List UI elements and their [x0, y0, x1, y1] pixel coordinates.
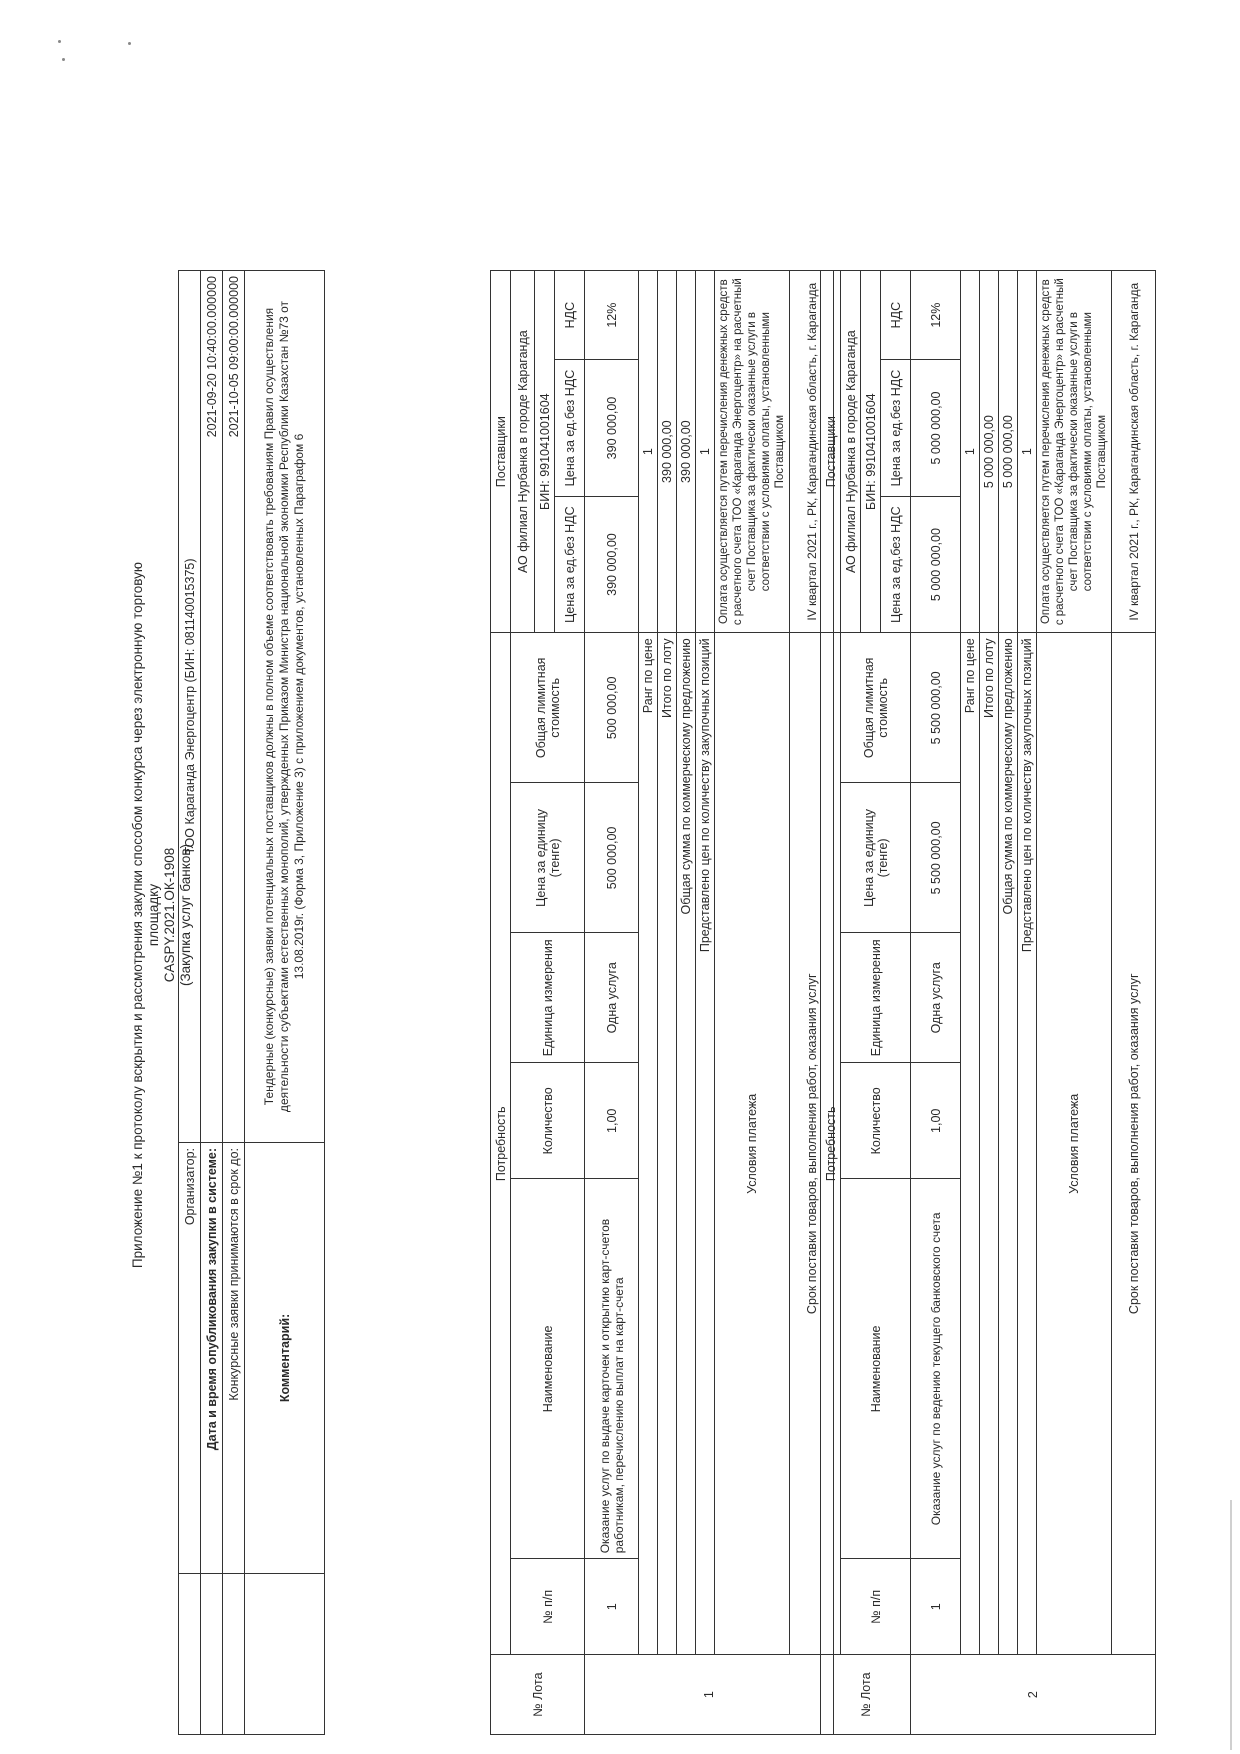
accepted-label: Конкурсные заявки принимаются в срок до: — [223, 1143, 245, 1574]
lot-1-table — [490, 270, 834, 1735]
supplier-bin: БИН: 991041001604 — [535, 271, 555, 633]
total-commercial-label: Общая сумма по коммерческому предложению — [999, 633, 1018, 1655]
price-no-vat-header-1: Цена за ед.без НДС — [555, 496, 585, 633]
published-value: 2021-09-20 10:40:00.000000 — [201, 271, 223, 1143]
price-no-vat-value-2: 390 000,00 — [585, 360, 639, 497]
item-no-header: № п/п — [841, 1559, 911, 1655]
rank-label: Ранг по цене — [961, 633, 980, 1655]
organizer-value: ТОО Караганда Энергоцентр (БИН: 081140015375) — [179, 271, 201, 1143]
price-no-vat-value-1: 5 000 000,00 — [911, 496, 961, 633]
scan-speck — [58, 40, 61, 43]
organizer-label: Организатор: — [179, 1143, 201, 1574]
rotated-landscape-document — [120, 235, 1140, 1735]
scan-speck — [128, 42, 131, 45]
total-limit-header: Общая лимитная стоимость — [841, 633, 911, 783]
spacer-cell — [179, 1574, 201, 1735]
lot-no-header: № Лота — [821, 1655, 911, 1735]
prices-count-value: 1 — [1018, 271, 1037, 633]
unit-value: Одна услуга — [911, 933, 961, 1063]
header-line-1: Приложение №1 к протоколу вскрытия и рассмотрения закупки способом конкурса через электронную торговую площадку — [130, 561, 161, 1269]
item-no-value: 1 — [911, 1559, 961, 1655]
rank-value: 1 — [639, 271, 658, 633]
item-name: Оказание услуг по выдаче карточек и открытию карт-счетов работникам, перечислению выплат на карт-счета — [585, 1179, 639, 1559]
comment-label: Комментарий: — [245, 1143, 325, 1574]
rank-value: 1 — [961, 271, 980, 633]
price-no-vat-value-2: 5 000 000,00 — [911, 360, 961, 497]
need-header: Потребность — [491, 633, 511, 1655]
price-no-vat-header-2: Цена за ед.без НДС — [881, 360, 911, 497]
need-header: Потребность — [821, 633, 841, 1655]
total-lot-value: 390 000,00 — [658, 271, 677, 633]
supplier-bin: БИН: 991041001604 — [861, 271, 881, 633]
header-line-3: (Закупка услуг банков) — [178, 844, 193, 987]
suppliers-header: Поставщики — [821, 271, 841, 633]
vat-value: 12% — [585, 271, 639, 360]
item-name: Оказание услуг по ведению текущего банковского счета — [911, 1179, 961, 1559]
supplier-name: АО филиал Нурбанка в городе Караганда — [841, 271, 861, 633]
item-no-value: 1 — [585, 1559, 639, 1655]
vat-header: НДС — [881, 271, 911, 360]
unit-price-header: Цена за единицу (тенге) — [511, 783, 585, 933]
accepted-value: 2021-10-05 09:00:00.000000 — [223, 271, 245, 1143]
lot-no-value: 2 — [911, 1655, 1156, 1735]
supplier-name: АО филиал Нурбанка в городе Караганда — [511, 271, 535, 633]
unit-header: Единица измерения — [511, 933, 585, 1063]
total-lot-label: Итого по лоту — [658, 633, 677, 1655]
unit-header: Единица измерения — [841, 933, 911, 1063]
lot-2-table — [820, 270, 1156, 1735]
delivery-term-value: IV квартал 2021 г., РК, Карагандинская область, г. Караганда — [790, 271, 834, 633]
item-no-header: № п/п — [511, 1559, 585, 1655]
header-line-2: CASPY.2021.ОК-1908 — [162, 847, 177, 983]
total-commercial-value: 5 000 000,00 — [999, 271, 1018, 633]
payment-terms-value: Оплата осуществляется путем перечисления денежных средств с расчетного счета ТОО «Караганда Энергоцентр» на расчетный счет Поставщика за фактически оказанные услуги в соответствии с условиями оплаты, установленными Поставщиком — [715, 271, 790, 633]
payment-terms-label: Условия платежа — [1037, 633, 1112, 1655]
rank-label: Ранг по цене — [639, 633, 658, 1655]
total-limit-value: 5 500 000,00 — [911, 633, 961, 783]
unit-price-value: 500 000,00 — [585, 783, 639, 933]
name-header: Наименование — [511, 1179, 585, 1559]
qty-header: Количество — [841, 1063, 911, 1179]
unit-value: Одна услуга — [585, 933, 639, 1063]
vat-value: 12% — [911, 271, 961, 360]
price-no-vat-header-1: Цена за ед.без НДС — [881, 496, 911, 633]
total-lot-label: Итого по лоту — [980, 633, 999, 1655]
lot-no-header: № Лота — [491, 1655, 585, 1735]
suppliers-header: Поставщики — [491, 271, 511, 633]
payment-terms-label: Условия платежа — [715, 633, 790, 1655]
lot-no-value: 1 — [585, 1655, 834, 1735]
qty-header: Количество — [511, 1063, 585, 1179]
prices-count-label: Представлено цен по количеству закупочных позиций — [1018, 633, 1037, 1655]
qty-value: 1,00 — [911, 1063, 961, 1179]
total-limit-header: Общая лимитная стоимость — [511, 633, 585, 783]
spacer-cell — [201, 1574, 223, 1735]
total-commercial-label: Общая сумма по коммерческому предложению — [677, 633, 696, 1655]
unit-price-header: Цена за единицу (тенге) — [841, 783, 911, 933]
delivery-term-label: Срок поставки товаров, выполнения работ, оказания услуг — [1112, 633, 1156, 1655]
spacer-cell — [223, 1574, 245, 1735]
payment-terms-value: Оплата осуществляется путем перечисления денежных средств с расчетного счета ТОО «Караганда Энергоцентр» на расчетный счет Поставщика за фактически оказанные услуги в соответствии с условиями оплаты, установленными Поставщиком — [1037, 271, 1112, 633]
prices-count-label: Представлено цен по количеству закупочных позиций — [696, 633, 715, 1655]
total-limit-value: 500 000,00 — [585, 633, 639, 783]
delivery-term-label: Срок поставки товаров, выполнения работ, оказания услуг — [790, 633, 834, 1655]
price-no-vat-value-1: 390 000,00 — [585, 496, 639, 633]
total-commercial-value: 390 000,00 — [677, 271, 696, 633]
scan-edge-line — [1230, 1500, 1232, 1750]
price-no-vat-header-2: Цена за ед.без НДС — [555, 360, 585, 497]
procurement-info-table — [178, 270, 325, 1735]
prices-count-value: 1 — [696, 271, 715, 633]
scan-speck — [62, 58, 65, 61]
name-header: Наименование — [841, 1179, 911, 1559]
published-label: Дата и время опубликования закупки в системе: — [201, 1143, 223, 1574]
comment-value: Тендерные (конкурсные) заявки потенциальных поставщиков должны в полном объеме соответствовать требованиям Правил осуществления деятельности субъектами естественных монополий, утвержденных Приказом Министра национальной экономики Республики Казахстан №73 от 13.08.2019г. (Форма 3, Приложение 3) с приложением документов, установленных Параграфом 6 — [245, 271, 325, 1143]
unit-price-value: 5 500 000,00 — [911, 783, 961, 933]
spacer-cell — [245, 1574, 325, 1735]
delivery-term-value: IV квартал 2021 г., РК, Карагандинская область, г. Караганда — [1112, 271, 1156, 633]
qty-value: 1,00 — [585, 1063, 639, 1179]
vat-header: НДС — [555, 271, 585, 360]
total-lot-value: 5 000 000,00 — [980, 271, 999, 633]
